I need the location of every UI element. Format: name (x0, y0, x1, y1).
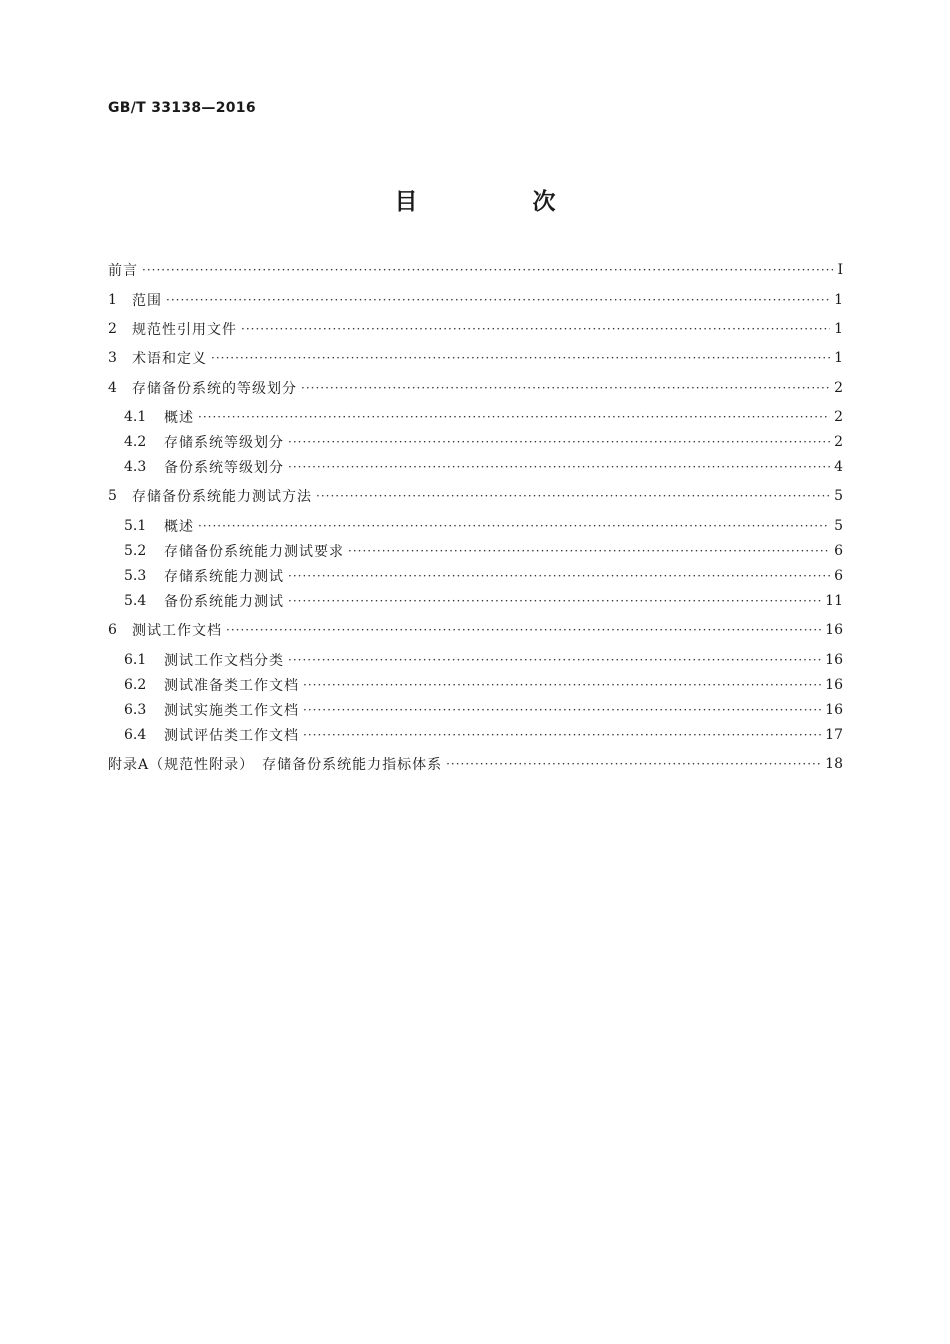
toc-entry-label: 范围 (132, 293, 162, 309)
toc-entry[interactable] (108, 486, 843, 506)
toc-entry-number: 6.1 (124, 652, 147, 668)
toc-leader-dots (241, 319, 830, 339)
toc-leader-dots (348, 541, 830, 561)
toc-entry-page: 16 (825, 677, 843, 693)
toc-leader-dots (211, 348, 830, 368)
toc-entry-number: 6.2 (124, 677, 147, 693)
toc-entry-label: 前言 (108, 263, 138, 279)
toc-entry[interactable] (108, 725, 843, 745)
toc-entry-label: 测试工作文档 (132, 623, 222, 639)
toc-entry-number: 5.3 (124, 568, 147, 584)
toc-entry-number: 2 (108, 321, 117, 337)
toc-entry-page: Ⅰ (837, 262, 843, 278)
toc-entry-page: 4 (834, 459, 843, 475)
toc-entry-page: 1 (834, 292, 843, 308)
toc-entry-number: 4.1 (124, 409, 147, 425)
toc-entry-page: 16 (825, 702, 843, 718)
toc-entry-page: 16 (825, 622, 843, 638)
toc-entry[interactable] (108, 378, 843, 398)
toc-entry-page: 11 (825, 593, 843, 609)
toc-leader-dots (142, 260, 833, 280)
toc-entry-label: 测试工作文档分类 (164, 653, 284, 669)
toc-entry-label: 测试实施类工作文档 (164, 703, 299, 719)
toc-entry-label: 规范性引用文件 (132, 322, 237, 338)
toc-entry-number: 3 (108, 350, 117, 366)
toc-entry-label: 测试准备类工作文档 (164, 678, 299, 694)
toc-entry-number: 4.2 (124, 434, 147, 450)
toc-entry[interactable] (108, 650, 843, 670)
toc-entry-page: 5 (834, 518, 843, 534)
toc-entry[interactable] (108, 700, 843, 720)
toc-entry[interactable] (108, 566, 843, 586)
toc-entry-label: 存储系统等级划分 (164, 435, 284, 451)
toc-leader-dots (301, 378, 830, 398)
toc-entry-label: 备份系统能力测试 (164, 594, 284, 610)
toc-entry-page: 6 (834, 543, 843, 559)
toc-entry-label: 概述 (164, 410, 194, 426)
toc-leader-dots (198, 407, 830, 427)
toc-leader-dots (288, 432, 830, 452)
toc-entry[interactable] (108, 754, 843, 774)
toc-leader-dots (198, 516, 830, 536)
toc-entry[interactable] (108, 620, 843, 640)
toc-leader-dots (288, 566, 830, 586)
toc-entry-number: 6.3 (124, 702, 147, 718)
toc-entry-label: 附录A（规范性附录） 存储备份系统能力指标体系 (108, 757, 443, 773)
toc-entry-page: 2 (834, 434, 843, 450)
toc-entry-label: 存储系统能力测试 (164, 569, 284, 585)
toc-entry-page: 18 (825, 756, 843, 772)
toc-entry-page: 1 (834, 350, 843, 366)
toc-entry[interactable] (108, 541, 843, 561)
toc-entry[interactable] (108, 260, 843, 280)
toc-entry-number: 5.4 (124, 593, 147, 609)
toc-entry[interactable] (108, 348, 843, 368)
toc-entry-page: 6 (834, 568, 843, 584)
toc-entry[interactable] (108, 319, 843, 339)
toc-leader-dots (303, 700, 821, 720)
toc-leader-dots (166, 290, 830, 310)
toc-entry-label: 概述 (164, 519, 194, 535)
page-title: 目 次 (394, 189, 602, 215)
toc-leader-dots (303, 675, 821, 695)
toc-leader-dots (316, 486, 830, 506)
toc-entry-number: 4.3 (124, 459, 147, 475)
toc-entry[interactable] (108, 591, 843, 611)
toc-entry[interactable] (108, 407, 843, 427)
toc-entry[interactable] (108, 432, 843, 452)
toc-entry-number: 5.2 (124, 543, 147, 559)
toc-leader-dots (288, 650, 821, 670)
toc-entry-page: 5 (834, 488, 843, 504)
toc-entry[interactable] (108, 290, 843, 310)
toc-entry-page: 2 (834, 409, 843, 425)
toc-leader-dots (288, 591, 821, 611)
toc-entry-label: 存储备份系统能力测试要求 (164, 544, 344, 560)
toc-entry-label: 备份系统等级划分 (164, 460, 284, 476)
toc-entry[interactable] (108, 675, 843, 695)
toc-entry-number: 5.1 (124, 518, 147, 534)
toc-entry-number: 1 (108, 292, 117, 308)
toc-entry-page: 2 (834, 380, 843, 396)
standard-code: GB/T 33138—2016 (108, 100, 256, 116)
toc-leader-dots (288, 457, 830, 477)
toc-entry-label: 存储备份系统的等级划分 (132, 381, 297, 397)
toc-leader-dots (446, 754, 821, 774)
toc-leader-dots (226, 620, 821, 640)
toc-entry-label: 术语和定义 (132, 351, 207, 367)
toc-entry-number: 6 (108, 622, 117, 638)
toc-entry-page: 1 (834, 321, 843, 337)
toc-entry-label: 测试评估类工作文档 (164, 728, 299, 744)
toc-entry-number: 5 (108, 488, 117, 504)
toc-entry-number: 6.4 (124, 727, 147, 743)
toc-entry-label: 存储备份系统能力测试方法 (132, 489, 312, 505)
toc-entry-page: 17 (825, 727, 843, 743)
toc-leader-dots (303, 725, 821, 745)
toc-entry[interactable] (108, 516, 843, 536)
toc-entry-number: 4 (108, 380, 117, 396)
toc-entry[interactable] (108, 457, 843, 477)
toc-entry-page: 16 (825, 652, 843, 668)
